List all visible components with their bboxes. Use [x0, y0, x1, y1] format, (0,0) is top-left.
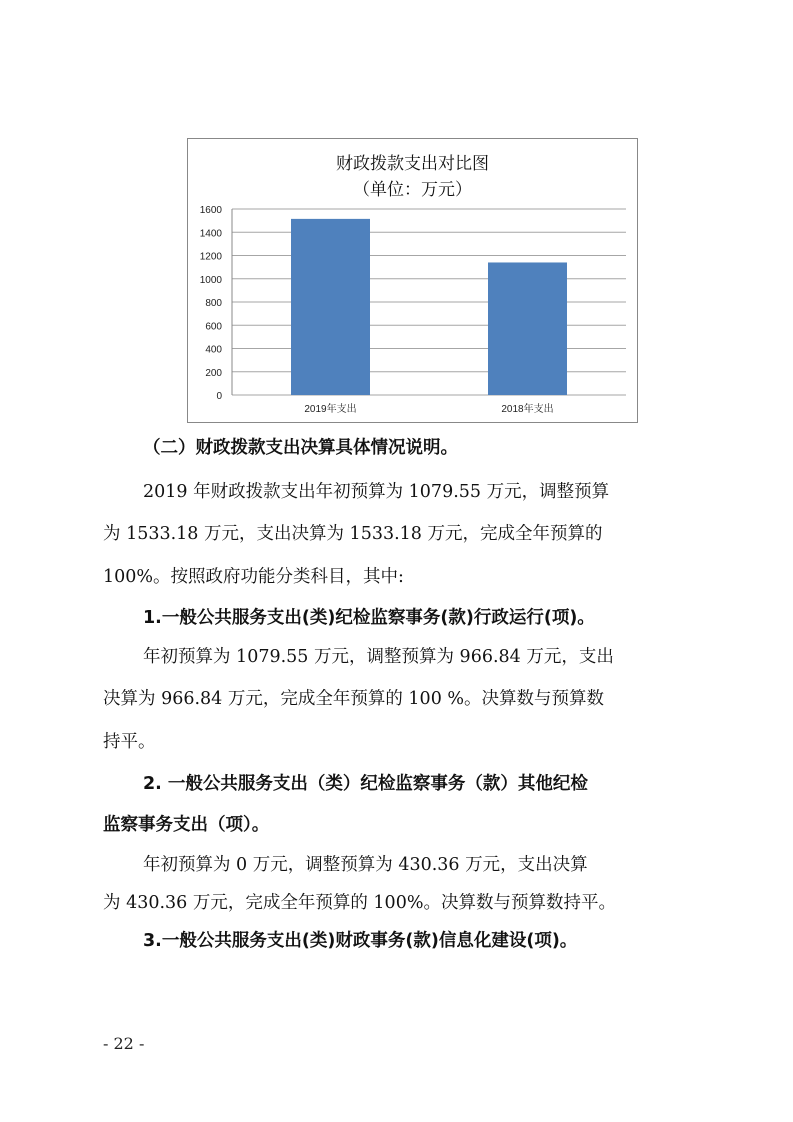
item2-heading-cont: 监察事务支出（项）。	[103, 815, 270, 835]
paragraph-line: 2019 年财政拨款支出年初预算为 1079.55 万元，调整预算	[143, 482, 610, 502]
y-tick-label: 600	[205, 321, 222, 333]
paragraph-line: 为 1533.18 万元，支出决算为 1533.18 万元，完成全年预算的	[103, 524, 603, 544]
bar	[291, 219, 370, 395]
paragraph-line: 年初预算为 1079.55 万元，调整预算为 966.84 万元，支出	[143, 647, 614, 667]
y-tick-label: 1400	[199, 228, 222, 240]
paragraph-line: 为 430.36 万元，完成全年预算的 100%。决算数与预算数持平。	[103, 893, 616, 913]
x-tick-label: 2019年支出	[304, 404, 357, 415]
y-tick-label: 800	[205, 298, 222, 309]
paragraph-line: 100%。按照政府功能分类科目，其中:	[103, 567, 404, 587]
bar-chart	[187, 138, 638, 423]
item3-heading: 3.一般公共服务支出(类)财政事务(款)信息化建设(项)。	[143, 931, 578, 951]
x-tick-label: 2018年支出	[501, 404, 554, 415]
item1-heading: 1.一般公共服务支出(类)纪检监察事务(款)行政运行(项)。	[143, 608, 595, 628]
y-tick-label: 1000	[199, 274, 222, 286]
page-number: - 22 -	[103, 1034, 145, 1053]
y-tick-label: 0	[216, 391, 222, 402]
y-tick-label: 200	[205, 367, 222, 379]
y-tick-label: 1600	[199, 205, 222, 216]
paragraph-line: 决算为 966.84 万元，完成全年预算的 100 %。决算数与预算数	[103, 689, 605, 709]
paragraph-line: 年初预算为 0 万元，调整预算为 430.36 万元，支出决算	[143, 855, 588, 875]
item2-heading: 2. 一般公共服务支出（类）纪检监察事务（款）其他纪检	[143, 774, 588, 794]
y-tick-label: 400	[205, 344, 222, 356]
paragraph-line: 持平。	[103, 732, 156, 752]
bar	[488, 262, 567, 395]
chart-title: 财政拨款支出对比图	[336, 154, 489, 174]
section-heading: （二）财政拨款支出决算具体情况说明。	[143, 438, 458, 458]
chart-subtitle: （单位：万元）	[353, 180, 472, 200]
y-tick-label: 1200	[199, 251, 222, 263]
